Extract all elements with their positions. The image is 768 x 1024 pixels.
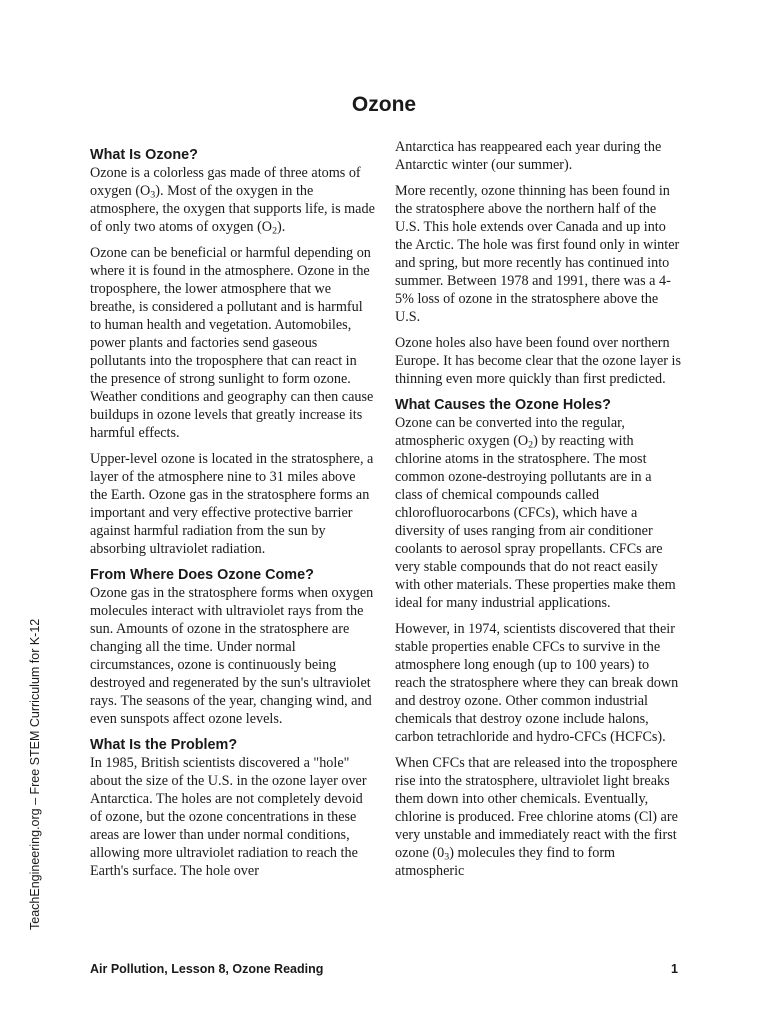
paragraph-beneficial-harmful: Ozone can be beneficial or harmful depending on where it is found in the atmosphere. Ozone in the troposphere, the lower atmosphere that we breathe, is considered a pollutant and is harmful to human health and vegetation. Automobiles, power plants and factories send gaseous pollutants into the troposphere that can react in the presence of strong sunlight to form ozone. Weather conditions and geography can then cause buildups in ozone levels that greatly increase its harmful effects. xyxy=(90,245,374,441)
paragraph-antarctica-continued: Antarctica has reappeared each year during the Antarctic winter (our summer). xyxy=(395,139,662,173)
paragraph-ozone-hole: In 1985, British scientists discovered a "hole" about the size of the U.S. in the ozone layer over Antarctica. The holes are not completely devoid of ozone, but the ozone concentrations in these areas are lower than under normal conditions, allowing more ultraviolet radiation to reach the Earth's surface. The hole over xyxy=(90,755,367,879)
paragraph-ozone-definition: Ozone is a colorless gas made of three atoms of oxygen $(O_3)$. Most of the oxygen in the atmosphere, the oxygen that supports life, is made of only two atoms of oxygen $(O_2)$. xyxy=(90,165,375,237)
sidebar-source-text: TeachEngineering.org – Free STEM Curriculum for K-12 xyxy=(28,618,42,930)
left-column xyxy=(90,146,376,888)
page-title: Ozone xyxy=(351,93,417,116)
right-column xyxy=(395,138,681,888)
footer-page-number: 1 xyxy=(671,962,678,976)
heading-what-is-ozone: What Is Ozone? xyxy=(90,147,198,163)
heading-where-ozone-comes: From Where Does Ozone Come? xyxy=(90,567,314,583)
footer-lesson-title: Air Pollution, Lesson 8, Ozone Reading xyxy=(90,962,324,976)
paragraph-northern-thinning: More recently, ozone thinning has been found in the stratosphere above the northern half of the U.S. This hole extends over Canada and up into the Arctic. The hole was first found only in winter and spring, but more recently has continued into summer. Between 1978 and 1991, there was a 4-5% loss of ozone in the stratosphere above the U.S. xyxy=(395,183,680,325)
heading-what-is-problem: What Is the Problem? xyxy=(90,737,238,753)
paragraph-ozone-formation: Ozone gas in the stratosphere forms when oxygen molecules interact with ultraviolet rays from the sun. Amounts of ozone in the stratosphere are changing all the time. Under normal circumstances, ozone is continuously being destroyed and regenerated by the sun's ultraviolet rays. The seasons of the year, changing wind, and even sunspots affect ozone levels. xyxy=(90,585,374,727)
heading-what-causes-holes: What Causes the Ozone Holes? xyxy=(395,397,611,413)
paragraph-cfcs: Ozone can be converted into the regular, atmospheric oxygen $(O_2)$ by reacting with chlorine atoms in the stratosphere. The most common ozone-destroying pollutants are in a class of chemical compounds called chlorofluorocarbons (CFCs), which have a diversity of uses ranging from air conditioner coolants to aerosol spray propellants. CFCs are very stable compounds that do not react easily with other materials. These properties make them ideal for many industrial applications. xyxy=(395,415,676,611)
paragraph-cfc-breakdown: When CFCs that are released into the troposphere rise into the stratosphere, ultraviolet light breaks them down into other chemicals. Eventually, chlorine is produced. Free chlorine atoms (Cl) are very unstable and immediately react with the first ozone $(0_3)$ molecules they find to form atmospheric xyxy=(395,755,678,879)
paragraph-1974-discovery: However, in 1974, scientists discovered that their stable properties enable CFCs to survive in the atmosphere long enough (up to 100 years) to reach the stratosphere where they can break down and destroy ozone. Other common industrial chemicals that destroy ozone include halons, carbon tetrachloride and hydro-CFCs (HCFCs). xyxy=(395,621,679,745)
paragraph-northern-europe: Ozone holes also have been found over northern Europe. It has become clear that the ozone layer is thinning even more quickly than first predicted. xyxy=(395,335,681,387)
paragraph-upper-level-ozone: Upper-level ozone is located in the stratosphere, a layer of the atmosphere nine to 31 miles above the Earth. Ozone gas in the stratosphere forms an important and very effective protective barrier against harmful radiation from the sun by absorbing ultraviolet radiation. xyxy=(90,451,374,557)
